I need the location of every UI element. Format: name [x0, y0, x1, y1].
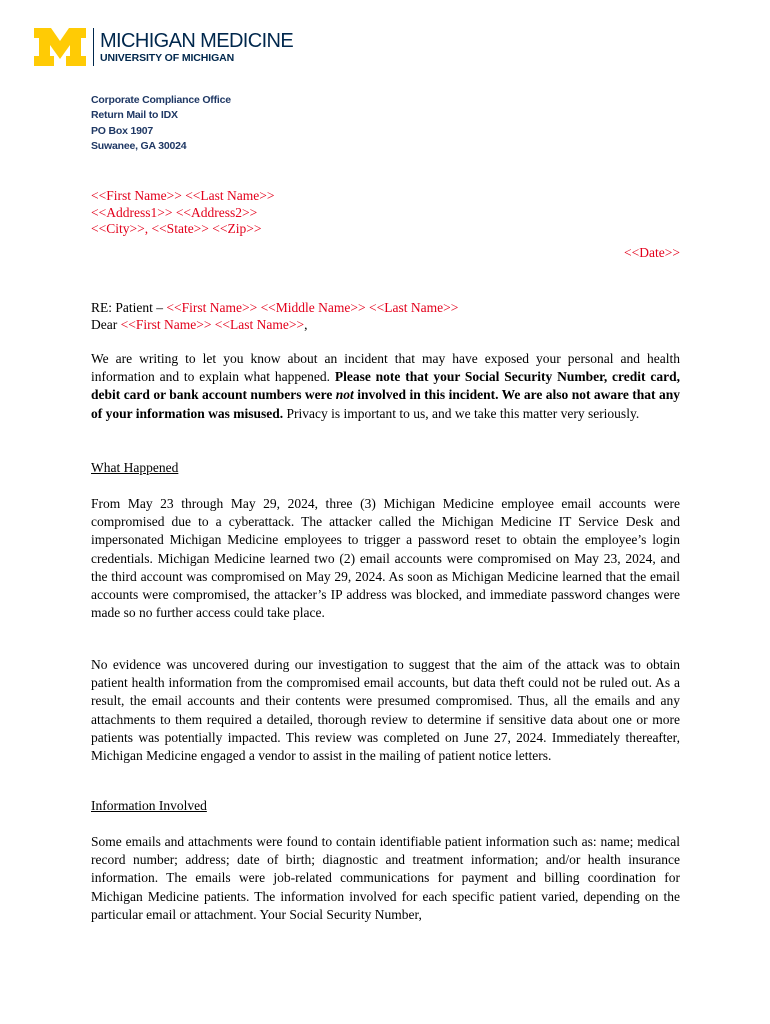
recipient-city-state-zip: <<City>>, <<State>> <<Zip>>: [91, 221, 262, 236]
salutation-name: <<First Name>> <<Last Name>>: [120, 317, 305, 332]
return-address-line: Corporate Compliance Office: [91, 94, 231, 106]
intro-bold-text: Please note that your Social Security Number, credit card, debit card or bank account numbers were: [91, 369, 680, 403]
intro-bold-text-2: involved in this incident. We are also not aware that any of your information was misused.: [91, 387, 680, 421]
return-address: [91, 93, 231, 154]
recipient-name: <<First Name>> <<Last Name>>: [91, 188, 275, 203]
recipient-street: <<Address1>> <<Address2>>: [91, 204, 258, 220]
reference-block: [91, 299, 458, 333]
salutation: [91, 316, 458, 333]
what-happened-paragraph-2: No evidence was uncovered during our investigation to suggest that the aim of the attack was to obtain patient health information from the compromised email accounts, but data theft could not be ruled out. As a result, the email accounts and their contents were presumed compromised. Thus, all the emails and any attachments to them required a detailed, thorough review to determine if sensitive data about one or more patients was potentially impacted. This review was completed on June 27, 2024. Immediately thereafter, Michigan Medicine engaged a vendor to assist in the mailing of patient notice letters.: [91, 657, 680, 764]
return-address-line: Suwanee, GA 30024: [91, 139, 187, 152]
intro-bold-italic: not: [335, 387, 354, 403]
information-involved-paragraph: Some emails and attachments were found to contain identifiable patient information such as: name; medical record number; address; date of birth; diagnostic and treatment information; and/or health insurance information. The emails were job-related communications for payment and billing coordination for Michigan Medicine patients. The information involved for each specific patient varied, depending on the particular email or attachment. Your Social Security Number,: [91, 834, 680, 922]
heading-what-happened: What Happened: [91, 460, 179, 475]
return-address-line: Return Mail to IDX: [91, 109, 178, 122]
block-m-icon: [34, 28, 86, 66]
intro-text: We are writing to let you know about an incident that may have exposed your personal and health information and to explain what happened.: [91, 351, 680, 385]
salutation-prefix: Dear: [91, 317, 121, 332]
letter-date: <<Date>>: [624, 245, 680, 260]
return-address-line: PO Box 1907: [91, 124, 153, 137]
salutation-suffix: ,: [304, 317, 308, 332]
heading-information-involved: Information Involved: [91, 798, 207, 813]
re-patient-name: <<First Name>> <<Middle Name>> <<Last Name>>: [166, 300, 459, 315]
intro-paragraph: [91, 350, 680, 423]
logo-title: MICHIGAN MEDICINE: [100, 30, 294, 52]
logo-divider: [93, 28, 94, 66]
re-line: [91, 299, 458, 316]
intro-text-2: Privacy is important to us, and we take this matter very seriously.: [283, 405, 640, 421]
re-prefix: RE: Patient –: [91, 300, 167, 315]
what-happened-paragraph-1: From May 23 through May 29, 2024, three (3) Michigan Medicine employee email accounts were compromised due to a cyberattack. The attacker called the Michigan Medicine IT Service Desk and impersonated Michigan Medicine employees to trigger a password reset to obtain the employee’s login credentials. Michigan Medicine learned two (2) email accounts were compromised on May 23, 2024, and the third account was compromised on May 29, 2024. As soon as Michigan Medicine learned that the email accounts were compromised, the attacker’s IP address was blocked, and immediate password changes were made so no further access could take place.: [91, 496, 680, 621]
michigan-medicine-logo: [34, 28, 293, 66]
logo-subtitle: UNIVERSITY OF MICHIGAN: [100, 52, 235, 64]
recipient-address: [91, 188, 275, 238]
